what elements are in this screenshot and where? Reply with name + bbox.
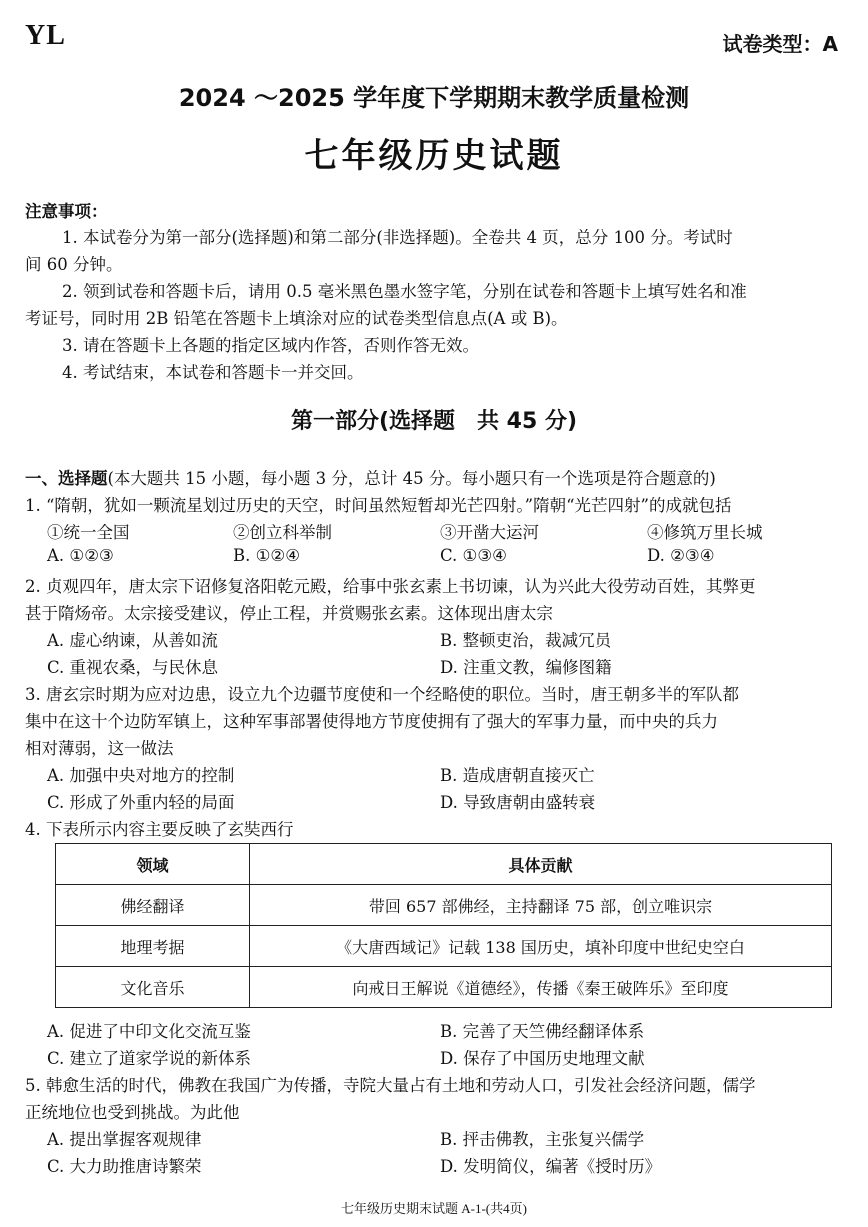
question-5-options <box>47 1153 837 1177</box>
question-1-stem: 1. “隋朝，犹如一颗流星划过历史的天空，时间虽然短暂却光芒四射。”隋朝“光芒四射”的成就包括 <box>25 496 732 515</box>
statement-item: ②创立科举制 <box>233 523 332 542</box>
option-c[interactable]: C. 建立了道家学说的新体系 <box>47 1049 252 1068</box>
option-b[interactable]: B. 抨击佛教，主张复兴儒学 <box>440 1130 645 1149</box>
question-2-options <box>47 627 837 651</box>
option-a[interactable]: A. ①②③ <box>47 546 114 565</box>
notice-line: 1. 本试卷分为第一部分(选择题)和第二部分(非选择题)。全卷共 4 页，总分 100 分。考试时 <box>62 228 733 247</box>
question-3-stem: 3. 唐玄宗时期为应对边患，设立九个边疆节度使和一个经略使的职位。当时，唐王朝多半的军队都 <box>25 685 739 704</box>
publisher-logo: YL <box>25 20 66 51</box>
table-row <box>56 926 832 967</box>
option-d[interactable]: D. ②③④ <box>647 546 715 565</box>
question-1-options <box>47 546 837 570</box>
question-3-options <box>47 789 837 813</box>
table-cell: 向戒日王解说《道德经》，传播《秦王破阵乐》至印度 <box>250 967 832 1008</box>
statement-item: ④修筑万里长城 <box>647 523 763 542</box>
option-b[interactable]: B. 造成唐朝直接灭亡 <box>440 766 595 785</box>
option-a[interactable]: A. 虚心纳谏，从善如流 <box>47 631 218 650</box>
table-cell: 带回 657 部佛经，主持翻译 75 部，创立唯识宗 <box>250 885 832 926</box>
section-label: 一、选择题 <box>25 469 108 488</box>
notice-heading: 注意事项： <box>25 202 108 221</box>
option-d[interactable]: D. 保存了中国历史地理文献 <box>440 1049 645 1068</box>
notice-line: 3. 请在答题卡上各题的指定区域内作答，否则作答无效。 <box>62 336 479 355</box>
notice-line: 2. 领到试卷和答题卡后，请用 0.5 毫米黑色墨水签字笔，分别在试卷和答题卡上填写姓名和准 <box>62 282 747 301</box>
notice-line: 考证号，同时用 2B 铅笔在答题卡上填涂对应的试卷类型信息点(A 或 B)。 <box>25 309 568 328</box>
option-c[interactable]: C. 重视农桑，与民休息 <box>47 658 219 677</box>
table-header-cell: 领域 <box>56 844 250 885</box>
option-a[interactable]: A. 加强中央对地方的控制 <box>47 766 235 785</box>
notice-line: 4. 考试结束，本试卷和答题卡一并交回。 <box>62 363 364 382</box>
option-b[interactable]: B. ①②④ <box>233 546 300 565</box>
question-3-stem: 集中在这十个边防军镇上，这种军事部署使得地方节度使拥有了强大的军事力量，而中央的兵力 <box>25 712 718 731</box>
question-5-options <box>47 1126 837 1150</box>
subject-title: 七年级历史试题 <box>304 136 564 176</box>
question-5-stem: 正统地位也受到挑战。为此他 <box>25 1103 240 1122</box>
table-cell: 《大唐西域记》记载 138 国历史，填补印度中世纪史空白 <box>250 926 832 967</box>
table-header-cell: 具体贡献 <box>250 844 832 885</box>
option-d[interactable]: D. 注重文教，编修图籍 <box>440 658 612 677</box>
option-b[interactable]: B. 完善了天竺佛经翻译体系 <box>440 1022 645 1041</box>
page-footer: 七年级历史期末试题 A-1-(共4页) <box>341 1201 527 1216</box>
table-header-row <box>56 844 832 885</box>
part-one-title: 第一部分(选择题 共 45 分) <box>290 409 578 434</box>
option-b[interactable]: B. 整顿吏治，裁减冗员 <box>440 631 612 650</box>
question-4-stem: 4. 下表所示内容主要反映了玄奘西行 <box>25 820 294 839</box>
option-a[interactable]: A. 提出掌握客观规律 <box>47 1130 202 1149</box>
option-d[interactable]: D. 发明简仪，编著《授时历》 <box>440 1157 662 1176</box>
option-d[interactable]: D. 导致唐朝由盛转衰 <box>440 793 596 812</box>
statement-item: ③开凿大运河 <box>440 523 539 542</box>
question-4-options <box>47 1045 837 1069</box>
question-2-stem: 甚于隋炀帝。太宗接受建议，停止工程，并赏赐张玄素。这体现出唐太宗 <box>25 604 553 623</box>
question-2-options <box>47 654 837 678</box>
table-cell: 文化音乐 <box>56 967 250 1008</box>
exam-title: 2024 ～2025 学年度下学期期末教学质量检测 <box>178 84 690 112</box>
option-c[interactable]: C. 大力助推唐诗繁荣 <box>47 1157 202 1176</box>
question-3-options <box>47 762 837 786</box>
table-row <box>56 885 832 926</box>
question-5-stem: 5. 韩愈生活的时代，佛教在我国广为传播，寺院大量占有土地和劳动人口，引发社会经济问题，儒学 <box>25 1076 756 1095</box>
question-2-stem: 2. 贞观四年，唐太宗下诏修复洛阳乾元殿，给事中张玄素上书切谏，认为兴此大役劳动百姓，其弊更 <box>25 577 756 596</box>
section-instructions <box>25 465 843 489</box>
paper-type-label: 试卷类型：A <box>722 32 838 56</box>
option-c[interactable]: C. ①③④ <box>440 546 507 565</box>
option-a[interactable]: A. 促进了中印文化交流互鉴 <box>47 1022 251 1041</box>
table-cell: 佛经翻译 <box>56 885 250 926</box>
notice-line: 间 60 分钟。 <box>25 255 123 274</box>
section-description: (本大题共 15 小题，每小题 3 分，总计 45 分。每小题只有一个选项是符合题意的) <box>107 469 716 488</box>
question-1-items <box>47 519 837 543</box>
question-3-stem: 相对薄弱，这一做法 <box>25 739 174 758</box>
question-4-options <box>47 1018 837 1042</box>
xuanzang-contribution-table <box>55 843 832 1008</box>
option-c[interactable]: C. 形成了外重内轻的局面 <box>47 793 235 812</box>
statement-item: ①统一全国 <box>47 523 130 542</box>
table-cell: 地理考据 <box>56 926 250 967</box>
table-row <box>56 967 832 1008</box>
